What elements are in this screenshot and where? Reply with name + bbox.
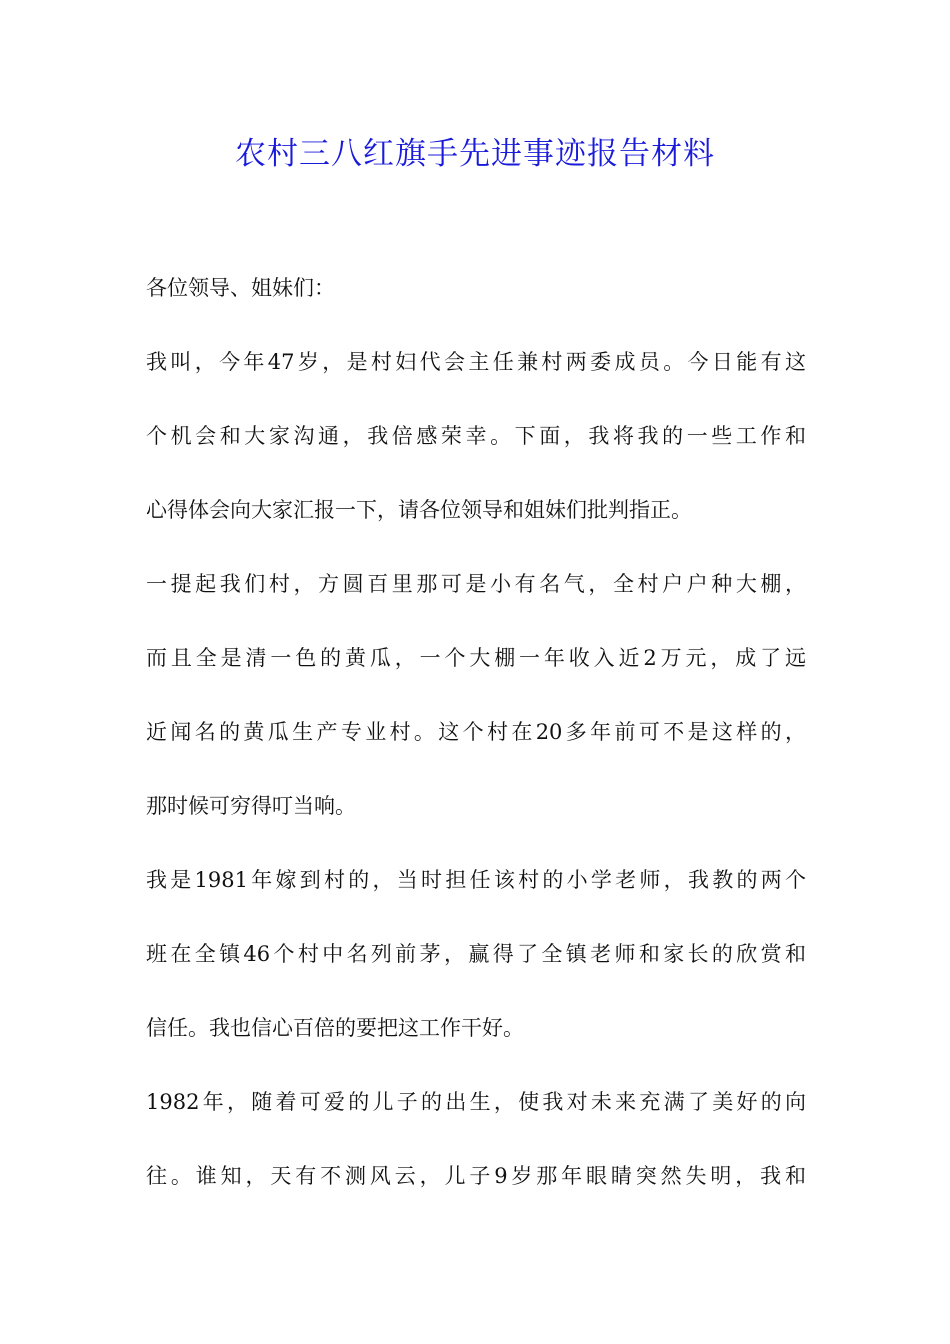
- paragraph-2-line-3: 近闻名的黄瓜生产专业村。这个村在20多年前可不是这样的，: [146, 720, 806, 744]
- paragraph-3-line-1: 我是1981年嫁到村的，当时担任该村的小学老师，我教的两个: [146, 868, 806, 892]
- paragraph-3-line-2: 班在全镇46个村中名列前茅，赢得了全镇老师和家长的欣赏和: [146, 942, 806, 966]
- paragraph-4-line-1: 1982年，随着可爱的儿子的出生，使我对未来充满了美好的向: [146, 1090, 806, 1114]
- paragraph-2-line-1: 一提起我们村，方圆百里那可是小有名气，全村户户种大棚，: [146, 572, 806, 596]
- salutation: 各位领导、姐妹们：: [146, 276, 335, 300]
- document-body: [146, 264, 806, 1226]
- paragraph-1-line-2: 个机会和大家沟通，我倍感荣幸。下面，我将我的一些工作和: [146, 424, 806, 448]
- paragraph-1-line-1: 我叫，今年47岁，是村妇代会主任兼村两委成员。今日能有这: [146, 350, 806, 374]
- document-title: 农村三八红旗手先进事迹报告材料: [235, 136, 715, 172]
- paragraph-4-line-2: 往。谁知，天有不测风云，儿子9岁那年眼睛突然失明，我和: [146, 1164, 806, 1188]
- paragraph-2-line-4: 那时候可穷得叮当响。: [146, 794, 356, 818]
- paragraph-1-line-3: 心得体会向大家汇报一下，请各位领导和姐妹们批判指正。: [146, 498, 692, 522]
- paragraph-3-line-3: 信任。我也信心百倍的要把这工作干好。: [146, 1016, 524, 1040]
- paragraph-2-line-2: 而且全是清一色的黄瓜，一个大棚一年收入近2万元，成了远: [146, 646, 806, 670]
